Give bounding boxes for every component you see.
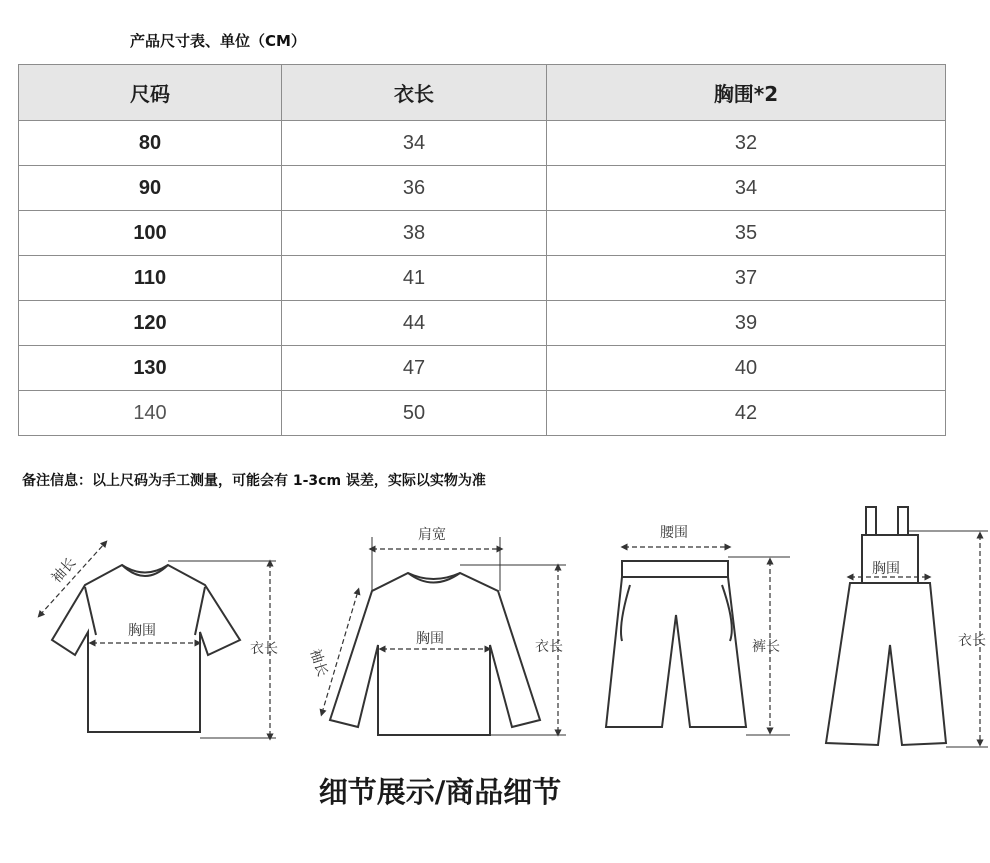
cell-size: 90	[19, 166, 282, 211]
cell-size: 100	[19, 211, 282, 256]
cell-size: 130	[19, 346, 282, 391]
shorts-waist-label: 腰围	[660, 525, 688, 541]
longsleeve-chest-label: 胸围	[416, 631, 444, 647]
table-row	[19, 121, 946, 166]
table-header-row	[19, 65, 946, 121]
overalls-chest-label: 胸围	[872, 561, 900, 577]
cell-size: 80	[19, 121, 282, 166]
cell-length: 50	[282, 391, 547, 436]
longsleeve-length-label: 衣长	[535, 639, 563, 655]
cell-size: 140	[19, 391, 282, 436]
cell-chest: 42	[547, 391, 946, 436]
table-row	[19, 256, 946, 301]
tshirt-length-label: 衣长	[250, 641, 278, 657]
table-row	[19, 391, 946, 436]
cell-length: 44	[282, 301, 547, 346]
cell-length: 38	[282, 211, 547, 256]
size-table	[18, 64, 946, 436]
cell-chest: 32	[547, 121, 946, 166]
table-row	[19, 166, 946, 211]
header-length: 衣长	[282, 65, 547, 121]
cell-size: 120	[19, 301, 282, 346]
cell-length: 34	[282, 121, 547, 166]
cell-length: 47	[282, 346, 547, 391]
cell-chest: 35	[547, 211, 946, 256]
overalls-drawing	[826, 507, 946, 745]
overalls-length-label: 衣长	[958, 633, 986, 649]
tshirt-drawing	[52, 565, 240, 732]
measurement-diagrams	[0, 495, 990, 775]
longsleeve-sleeve-label: 袖长	[306, 647, 331, 679]
cell-chest: 40	[547, 346, 946, 391]
header-size: 尺码	[19, 65, 282, 121]
tshirt-sleeve-label: 袖长	[48, 554, 80, 587]
shorts-drawing	[606, 561, 746, 727]
longsleeve-shoulder-label: 肩宽	[418, 527, 446, 543]
table-row	[19, 211, 946, 256]
table-row	[19, 346, 946, 391]
shorts-length-label: 裤长	[752, 639, 780, 655]
cell-chest: 39	[547, 301, 946, 346]
page-title: 产品尺寸表、单位（CM）	[130, 32, 306, 50]
cell-length: 41	[282, 256, 547, 301]
table-row	[19, 301, 946, 346]
cell-length: 36	[282, 166, 547, 211]
cell-size: 110	[19, 256, 282, 301]
longsleeve-drawing	[330, 573, 540, 735]
header-chest: 胸围*2	[547, 65, 946, 121]
tshirt-chest-label: 胸围	[128, 623, 156, 639]
detail-caption: 细节展示/商品细节	[318, 775, 562, 809]
cell-chest: 34	[547, 166, 946, 211]
cell-chest: 37	[547, 256, 946, 301]
measurement-note: 备注信息：以上尺码为手工测量，可能会有 1-3cm 误差，实际以实物为准	[22, 473, 486, 489]
